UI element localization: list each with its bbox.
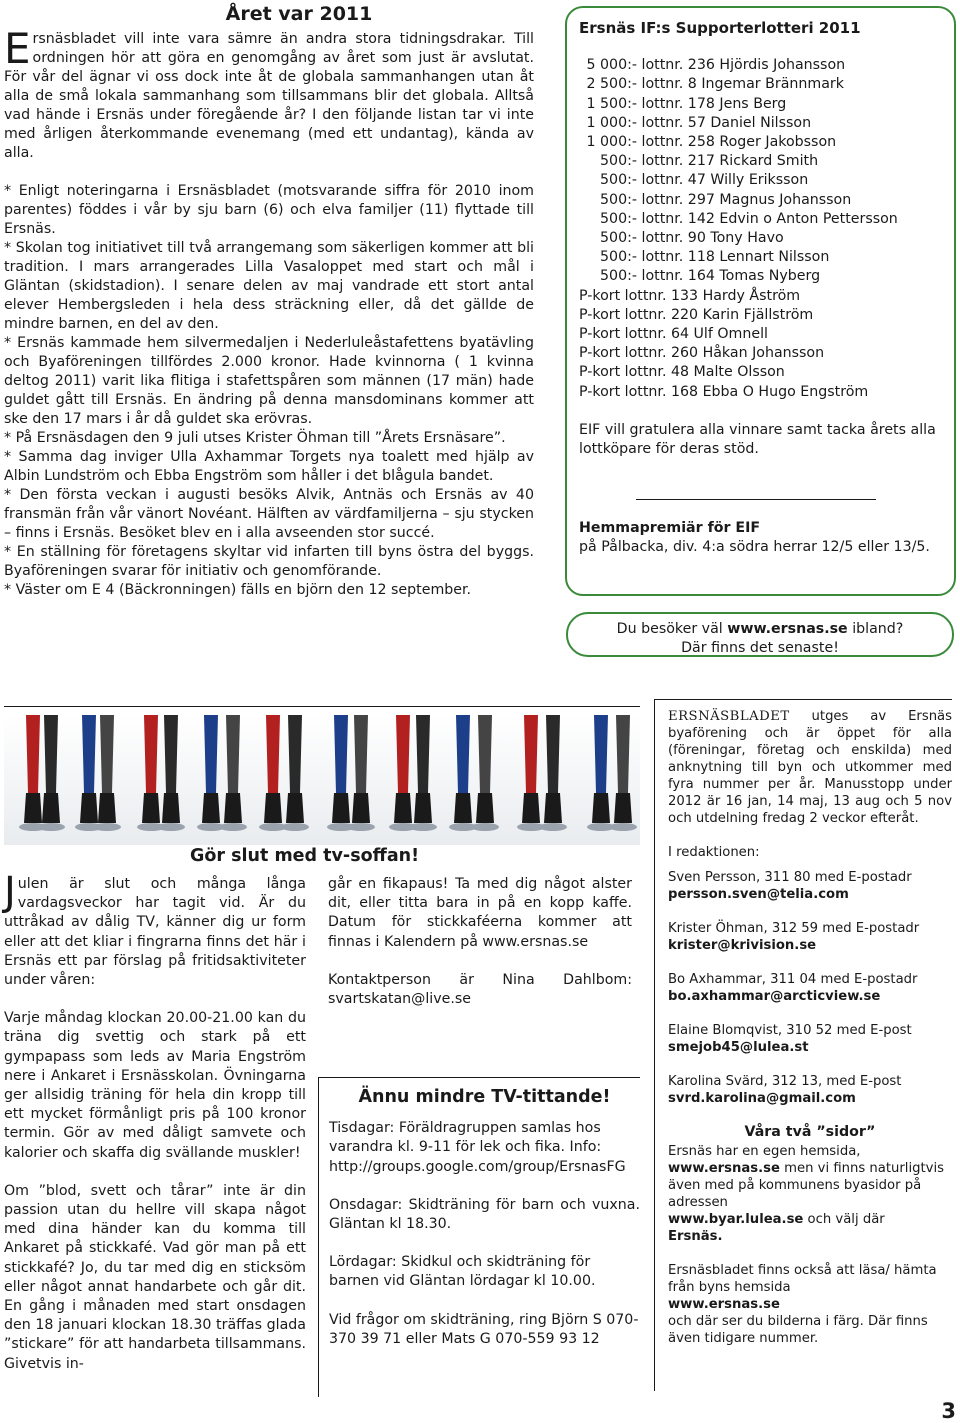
lottery-prize: P-kort [579, 345, 621, 362]
lottery-prize: 2 500:- [586, 76, 637, 93]
article-year-intro [4, 24, 534, 163]
lottery-ticket: lottnr. 217 [641, 153, 715, 170]
list-item: * En ställning för företagens skyltar vid infarten till byns östra del byggs. Byaföreningen svarar för initiativ och genomförande. [4, 544, 534, 579]
list-item: * Enligt noteringarna i Ersnäsbladet (motsvarande siffra för 2010 inom parentes) föddes i vår by sju barn (6) och elva familjer (11) flyttade till Ersnäs. [4, 183, 534, 237]
editor-entry [668, 920, 952, 954]
lottery-row [579, 229, 942, 248]
lottery-prize: 500:- [600, 153, 637, 170]
premiere-text: på Pålbacka, div. 4:a södra herrar 12/5 eller 13/5. [579, 539, 930, 556]
lottery-row [579, 306, 942, 325]
lottery-winner: Tony Havo [710, 230, 784, 247]
colophon-intro [668, 708, 952, 827]
lottery-row [579, 267, 942, 286]
editor-entry [668, 971, 952, 1005]
sides-text-a: Ersnäs har en egen hemsida, [668, 1144, 861, 1159]
editor-entry [668, 869, 952, 903]
lottery-ticket: lottnr. 220 [624, 306, 699, 323]
lottery-winner: Magnus Johansson [719, 191, 852, 208]
lottery-prize: P-kort [579, 287, 621, 304]
lottery-prize: 1 000:- [586, 134, 637, 151]
editor-email[interactable]: bo.axhammar@arcticview.se [668, 989, 881, 1004]
lottery-row [579, 287, 942, 306]
less-tv-tuesday: Tisdagar: Föräldragruppen samlas hos varandra kl. 9-11 för lek och fika. Info: http://groups.google.com/group/ErsnasFG [329, 1120, 626, 1175]
editor-name: Elaine Blomqvist, 310 52 med E-post [668, 1023, 912, 1038]
article-year-title: Året var 2011 [225, 3, 373, 25]
lottery-prize: P-kort [579, 364, 621, 381]
list-item: * På Ersnäsdagen den 9 juli utses Krister Öhman till ”Årets Ersnäsare”. [4, 430, 506, 446]
lottery-prize: P-kort [579, 383, 621, 400]
lottery-ticket: lottnr. 236 [641, 57, 715, 74]
lottery-results-list [579, 56, 942, 402]
redaction-label: I redaktionen: [668, 845, 760, 860]
website-link[interactable]: www.ersnas.se [727, 621, 848, 637]
editor-name: Sven Persson, 311 80 med E-postadr [668, 870, 912, 885]
online-text [668, 1262, 952, 1347]
lottery-winner: Daniel Nilsson [710, 114, 812, 131]
tv-article-gym: Varje måndag klockan 20.00-21.00 kan du träna dig svettig och stark på ett gympapass som leds av Maria Engström nere i Ankaret i Ersnässkolan. Övningarna ger allsidig träning för hela din kropp till ett mycket förmånligt pris på 100 kronor termin. Gör av med dåligt samvete och kalorier och skaffa dig svällande muskler! [4, 1010, 306, 1161]
lottery-winner: Hardy Åström [702, 287, 801, 304]
colophon-intro-text: utges av Ersnäs byaförening och är öppet för alla (föreningar, företag och enskilda) med anknytning till byn och utkommer med fyra nummer per år. Manusstopp under 2012 är 16 jan, 14 maj, 13 aug och 5 nov och utdelning fredag 2 veckor efteråt. [668, 709, 952, 826]
lottery-ticket: lottnr. 297 [641, 191, 715, 208]
article-year-intro-text: rsnäsbladet vill inte vara sämre än andra stora tidningsdrakar. Till ordningen hör att göra en genomgång av året som just är avslutat. För vår del ägnar vi oss dock inte åt de globala sammanhangen utan åt alla de små lokala sammanhang som tillsammans blir det globala. Alltså vad hände i Ersnäs under föregående år? I den följande listan tar vi inte med årligen återkommande evenemang (med ett undantag), kända av alla. [4, 31, 534, 161]
lottery-winner: Willy Eriksson [710, 172, 809, 189]
less-tv-box [318, 1077, 640, 1397]
lottery-prize: 1 000:- [586, 114, 637, 131]
list-item: * Skolan tog initiativet till två arrangemang som säkerligen kommer att bli tradition. I mars arrangerades Lilla Vasaloppet med start och mål i Gläntan (skidstadion). I senare delen av maj vandrade ett stort antal elever Hembergsleden i hela dess sträckning eller, då det gällde de mindre barnen, en del av den. [4, 240, 534, 332]
publication-name: ERSNÄSBLADET [668, 709, 790, 724]
lottery-row [579, 56, 942, 75]
lottery-winner: Jens Berg [719, 95, 787, 112]
lottery-prize: 500:- [600, 268, 637, 285]
editor-email[interactable]: krister@krivision.se [668, 938, 817, 953]
lottery-winner: Håkan Johansson [702, 345, 825, 362]
lottery-ticket: lottnr. 118 [641, 249, 715, 266]
lottery-winner: Ulf Omnell [693, 326, 768, 343]
lottery-ticket: lottnr. 57 [641, 114, 706, 131]
page-number: 3 [941, 1399, 956, 1423]
sides-text-b: men vi finns naturligtvis även med på kommunens byasidor på adressen [668, 1161, 944, 1210]
premiere-title: Hemmapremiär för EIF [579, 520, 761, 537]
online-text-a: Ersnäsbladet finns också att läsa/ hämta från byns hemsida [668, 1263, 937, 1295]
tv-article-contact: Kontaktperson är Nina Dahlbom: svartskatan@live.se [328, 971, 632, 1008]
tv-article-title: Gör slut med tv-soffan! [190, 846, 420, 866]
less-tv-wednesday: Onsdagar: Skidträning för barn och vuxna. Gläntan kl 18.30. [329, 1196, 640, 1233]
lottery-ticket: lottnr. 258 [641, 134, 715, 151]
colophon [654, 699, 952, 1391]
lottery-winner: Tomas Nyberg [719, 268, 821, 285]
lottery-row [579, 210, 942, 229]
divider [636, 499, 876, 500]
lottery-row [579, 171, 942, 190]
lottery-row [579, 248, 942, 267]
lottery-winner: Roger Jakobsson [719, 134, 837, 151]
editor-entry [668, 1022, 952, 1056]
lottery-winner: Rickard Smith [719, 153, 819, 170]
lottery-ticket: lottnr. 260 [624, 345, 699, 362]
website-link[interactable]: www.ersnas.se [668, 1161, 780, 1176]
sides-title: Våra två ”sidor” [744, 1124, 876, 1140]
editor-email[interactable]: smejob45@lulea.st [668, 1040, 809, 1055]
lottery-title: Ersnäs IF:s Supporterlotteri 2011 [579, 19, 861, 37]
lottery-prize: P-kort [579, 326, 621, 343]
lottery-row [579, 95, 942, 114]
lottery-winner: Karin Fjällström [702, 306, 814, 323]
lottery-row [579, 75, 942, 94]
less-tv-saturday: Lördagar: Skidkul och skidträning för barnen vid Gläntan lördagar kl 10.00. [329, 1254, 596, 1290]
editor-name: Bo Axhammar, 311 04 med E-postadr [668, 972, 918, 987]
tv-article-knitting: Om ”blod, svett och tårar” inte är din passion utan du hellre vill skapa något med dina händer kan du komma till Ankaret på stickkafé. Vad gör man på ett stickkafé? Jo, du tar med dig en sticksöm eller något annat handarbete och går dit. En gång i månaden med start onsdagen den 18 januari klockan 18.30 träffas glada ”stickare” för att handarbeta tillsammans. Givetvis in- [4, 1182, 306, 1372]
sides-text [668, 1143, 952, 1245]
dropcap-j: J [4, 869, 16, 915]
lottery-ticket: lottnr. 48 [624, 364, 690, 381]
list-item: * Väster om E 4 (Bäckronningen) fälls en björn den 12 september. [4, 582, 472, 598]
lottery-ticket: lottnr. 8 [641, 76, 697, 93]
lottery-prize: 500:- [600, 210, 637, 227]
editor-name: Karolina Svärd, 312 13, med E-post [668, 1074, 902, 1089]
lottery-ticket: lottnr. 168 [624, 383, 699, 400]
list-item: * Den första veckan i augusti besöks Alvik, Antnäs och Ersnäs av 40 fransmän från vår vänort Novéant. Hälften av värdfamiljerna – sju stycken – finns i Ersnäs. Besöket blev en i alla avseenden stor succé. [4, 487, 534, 541]
lottery-prize: P-kort [579, 306, 621, 323]
lottery-ticket: lottnr. 47 [641, 172, 706, 189]
lottery-row [579, 191, 942, 210]
lottery-prize: 500:- [600, 172, 637, 189]
lottery-row [579, 114, 942, 133]
lottery-prize: 1 500:- [586, 95, 637, 112]
article-year-2011 [4, 2, 534, 600]
tv-article-knitting-cont: går en fikapaus! Ta med dig något alster dit, eller titta bara in på en kopp kaffe. Datum för stickkaféerna kommer att finnas i Kalendern på www.ersnas.se [328, 876, 632, 950]
lottery-winner: Malte Olsson [693, 364, 785, 381]
editor-name: Krister Öhman, 312 59 med E-postadr [668, 921, 920, 936]
lottery-row [579, 325, 942, 344]
list-item: * Ersnäs kammade hem silvermedaljen i Nederluleåstafettens byatävling och Byaföreningen tillfördes 2.000 kronor. Hade kvinnorna ( 1 kvinna deltog 2011) varit lika flitiga i stafettspåren som männen (17 män) hade guldet gått till Ersnäs. En ändring på denna mansdominans kommer att ske den 17 mars i år då guldet ska erövras. [4, 335, 534, 427]
lottery-row [579, 152, 942, 171]
lottery-row [579, 133, 942, 152]
lottery-ticket: lottnr. 64 [624, 326, 690, 343]
website-notice [566, 612, 954, 657]
website-notice-line2: Där finns det senaste! [681, 640, 839, 656]
lottery-row [579, 344, 942, 363]
editor-email[interactable]: persson.sven@telia.com [668, 887, 849, 902]
sides-text-c: och välj där [803, 1212, 885, 1227]
lottery-row [579, 363, 942, 382]
lottery-winner: Lennart Nilsson [719, 249, 830, 266]
less-tv-title: Ännu mindre TV-tittande! [358, 1087, 611, 1107]
skiers-legs-photo [4, 715, 640, 845]
lottery-prize: 500:- [600, 249, 637, 266]
lottery-ticket: lottnr. 90 [641, 230, 706, 247]
website-notice-text: Du besöker väl [616, 621, 728, 637]
less-tv-contact: Vid frågor om skidträning, ring Björn S 070-370 39 71 eller Mats G 070-559 93 12 [329, 1311, 639, 1347]
byar-link[interactable]: www.byar.lulea.se [668, 1212, 804, 1227]
lottery-winner: Ingemar Brännmark [701, 76, 844, 93]
lottery-prize: 5 000:- [586, 57, 637, 74]
lottery-ticket: lottnr. 164 [641, 268, 715, 285]
tv-article-intro: ulen är slut och många långa vardagsveckor har tagit vid. Är du uttråkad av dålig TV, känner dig ur form eller att det kliar i fingrarna finns det här i Ersnäs ett par förslag på fritidsaktiviteter under våren: [4, 876, 306, 989]
lottery-prize: 500:- [600, 230, 637, 247]
lottery-box [565, 6, 956, 596]
dropcap-e: E [4, 24, 31, 73]
sides-bold: Ersnäs. [668, 1229, 723, 1244]
lottery-congrats: EIF vill gratulera alla vinnare samt tacka årets alla lottköpare för deras stöd. [579, 421, 936, 458]
tv-article-column-1 [4, 869, 306, 1374]
lottery-winner: Ebba O Hugo Engström [702, 383, 869, 400]
website-notice-text: ibland? [847, 621, 904, 637]
lottery-ticket: lottnr. 142 [641, 210, 715, 227]
online-text-b: och där ser du bilderna i färg. Där finns även tidigare nummer. [668, 1314, 928, 1346]
lottery-winner: Hjördis Johansson [719, 57, 846, 74]
lottery-winner: Edvin o Anton Pettersson [719, 210, 898, 227]
lottery-ticket: lottnr. 133 [624, 287, 699, 304]
editor-entry [668, 1073, 952, 1107]
divider [4, 706, 640, 707]
editor-email[interactable]: svrd.karolina@gmail.com [668, 1091, 856, 1106]
tv-article-column-2 [328, 875, 632, 1009]
lottery-prize: 500:- [600, 191, 637, 208]
website-link[interactable]: www.ersnas.se [668, 1297, 780, 1312]
list-item: * Samma dag inviger Ulla Axhammar Torgets nya toalett med hjälp av Albin Lundström och Ebba Engström som håller i det blågula bandet. [4, 449, 534, 484]
editors-list [668, 869, 952, 1107]
lottery-ticket: lottnr. 178 [641, 95, 715, 112]
lottery-row [579, 383, 942, 402]
